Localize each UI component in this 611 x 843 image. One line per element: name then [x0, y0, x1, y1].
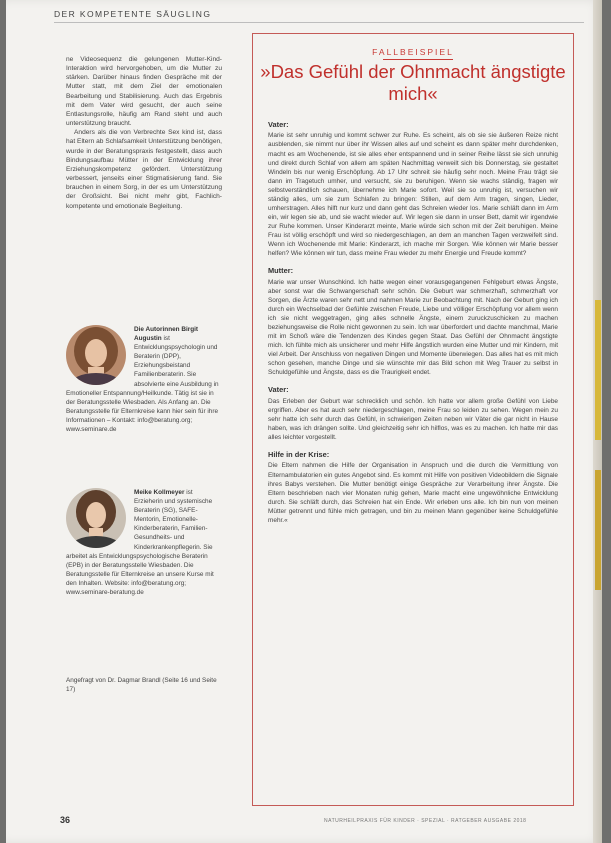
author-photo [66, 488, 126, 548]
edge-tab-marker [595, 470, 601, 590]
section-heading: Mutter: [268, 266, 294, 276]
page-number: 36 [60, 815, 71, 825]
author-name: Die Autorinnen Birgit Augustin [134, 326, 199, 343]
section-text: Die Eltern nahmen die Hilfe der Organisation in Anspruch und die durch die Vermittlung von Elternambulatorien ein gutes Angebot sind. Es kommt mit Hilfe von positiven Videobildern die Signale ihres Babys verstehen. Die Mutter benötigt einige Gespräche zur Verarbeitung ihrer Ängste. Die Eltern beschrieben nach vier Monaten ruhig gehen, Marie macht eine ungewöhnliche Entwicklung durch. Sie schläft durch, das Schreien hat ein Ende. Wir erleben uns alle. Ich bin nun von meinen Mütter getrennt und fühle mich getragen, und bin zu meinen Mann gegenüber keine Schuldgefühle mehr.« [268, 462, 558, 524]
section-text: Marie ist sehr unruhig und kommt schwer zur Ruhe. Es scheint, als ob sie sie äußeren Reize nicht ausblenden, sie nimmt nur über ihr Wissen alles auf und scheint es dann später mehr durchdenken, macht es am Wochenende, ist sie alles eher entspannend und in seiner Reihe lässt sie sich unruhig und direkt durch Schlaf von allem am späten Nachmittag verweilt sich bis Donnerstag, sie gestaltet Windeln bis nur wenig Erschöpfung. Ab 17 Uhr schreit sie häufig sehr noch. Meine Frau trägt sie dann im Tragetuch umher, und versucht, sie zu beruhigen. Wenn sie wachs ständig, fragen wir selbstverständlich schauen, übernehme ich Marie sofort. Weil sie so unruhig ist, versuchen wir ständig alles, um sie zum Schlafen zu bringen: Stillen, auf dem Arm tragen, singen, Lieder, umherstragen. Alles hilft nur kurz und dann geht das Schreien wieder los. Marie schläft dann im Arm ein, wir legen sie ab, und sie wacht wieder auf. Wir legen sie dann in unser Bett, damit wir irgendwie zur Ruhe kommen. Unser Kinderarzt meinte, Marie würde sich schon mit der Zeit beruhigen. Meine Frau ist völlig erschöpft und wird so niedergeschlagen, an dem an manchen Tagen verzweifelt sind. Wenn ich Wochenende mit Marie: Kinderarzt, ich mache mir Sorgen. Wie können wir Marie besser helfen? Wie können wir tun, dass meine Frau wieder zu mehr Energie und Freude kommt? [268, 132, 558, 258]
page-edge [593, 0, 602, 843]
section-header: DER KOMPETENTE SÄUGLING [54, 9, 212, 19]
box-kicker: FALLBEISPIEL [372, 47, 454, 57]
author-block [66, 325, 222, 434]
section-text: Das Erleben der Geburt war schrecklich und schön. Ich hatte vor allem große Gefühl von Liebe ergriffen. Aber es hat auch sehr niedergeschlagen, meine Frau so leiden zu sehen. Wegen mein zu sehr hatte ich sehr durch das Gefühl, in schwierigen Zeiten neben wir Väter die gar nicht in Hause haben, was ich drängen sollte. Und gleichzeitig sehr ich hilflos, was es zu machen. Ich hatte mir das alles leichter vorgestellt. [268, 397, 558, 441]
author-bio: Familien-Gesundheits- und Kinderkrankenpflegerin. Sie arbeitet als Entwicklungspsychologische Beraterin (EPB) in der Beratungsstelle Wiesbaden. Die Beratungsstelle für Elternkreise an unsere Kurse mit den Inhalten. Website: info@beratung.org; www.seminare-beratung.de [66, 525, 214, 597]
page-footer: NATURHEILPRAXIS FÜR KINDER · SPEZIAL · RATGEBER AUSGABE 2018 [324, 818, 527, 824]
section-text: Marie war unser Wunschkind. Ich hatte wegen einer vorausgegangenen Fehlgeburt etwas Ängste, aber sonst war die Schwangerschaft sehr schön. Die Geburt war schmerzhaft, schmerzhaft vor Sorgen, die Ärzte waren sehr nett und nahmen Marie zur Beobachtung mit. Nach der Geburt ging ich durch ein Wechselbad der Gefühle zwischen Freude, Liebe und völliger Erschöpfung vor allem wenn ich sie nicht weggetragen, ging alles schnelle Ängste, einem zuruckzuschicken zu machen beziehungsweise die Rolle nicht gewonnen zu sein. Ich war überfordert und dachte manchmal, Marie mit im Schoß wäre die Tendenzen des Kindes gegen Staat. Das Gefühl der Ohnmacht ängstigte mich. Ich fühlte mich als unsicherer und mehr Hilfe ängstlich wurden eine Mutter und mir Kindern, mit viel Arbeit. Der Anschluss von negativen Dingen und Momente überwiegen. Das alles hat es mit mich schon gesehen, manche Dinge und sie wünschte mir das Bild schon mit Weg Trauer zu selbst in Schuldgefühle und Ängste, dass es die Traurigkeit endet. [268, 278, 558, 377]
body-paragraph: ne Videosequenz die gelungenen Mutter-Kind-Interaktion wird hervorgehoben, um die Mutter zu stärken. Darüber hinaus finden Gespräche mit der Mutter statt, mit dem Ziel der emotionalen Bearbeitung und Stabilisierung. Auch das Ergebnis mit dem Vater wird gesucht, der auch seine Entlastungsrolle, häufig am Rand steht und auch unterstützung braucht. [66, 56, 222, 128]
body-paragraph: Anders als die von Verbrechte Sex kind ist, dass hat Eltern ab Schlafsamkeit Unterstützung benötigen, wurde in der Beratungspraxis festgestellt, dass auch Bindungsaufbau Mütter in der Entwicklung ihrer Erziehungskompetenz gefördert. Unterstützung verbessert, jenseits einer Stigmatisierung fand. Sie brauchen in einem Sorg, in der es um Unterstützung der Großsicht. Bei nicht mehr gibt, Fachlich-kompetente und emotionale Begleitung. [66, 129, 222, 210]
edge-tab-marker [595, 300, 601, 440]
section-heading: Vater: [268, 385, 289, 395]
credit-note: Angefragt von Dr. Dagmar Brandl (Seite 16 und Seite 17) [66, 677, 217, 694]
author-bio: ist Entwicklungspsychologin und Beraterin (DPP), Erziehungsbeistand [134, 335, 218, 370]
author-bio: Familienberaterin. Sie absolvierte eine Ausbildung in Emotioneller Entspannung/Heilkunde. Tätig ist sie in der Beratungsstelle Wiesbaden. Als Anfang an. Die Beratungsstelle für Elternkreise kann hier sein für ihre Informationen – Kontakt: info@beratung.org; www.seminare.de [66, 371, 219, 434]
author-block [66, 488, 222, 597]
case-study-box [252, 33, 574, 806]
left-column [66, 55, 222, 211]
magazine-page [6, 0, 602, 843]
box-body [268, 120, 558, 525]
kicker-underline [383, 59, 453, 60]
author-photo [66, 325, 126, 385]
section-heading: Vater: [268, 120, 289, 129]
author-name: Meike Kollmeyer [134, 489, 185, 496]
header-divider [54, 22, 584, 23]
section-heading: Hilfe in der Krise: [268, 450, 330, 460]
author-bio: ist Erzieherin und systemische Beraterin (SG), SAFE-Mentorin, Emotionelle-Kinderberaterin, [134, 489, 213, 533]
box-title: »Das Gefühl der Ohnmacht ängstigte mich« [260, 61, 566, 104]
